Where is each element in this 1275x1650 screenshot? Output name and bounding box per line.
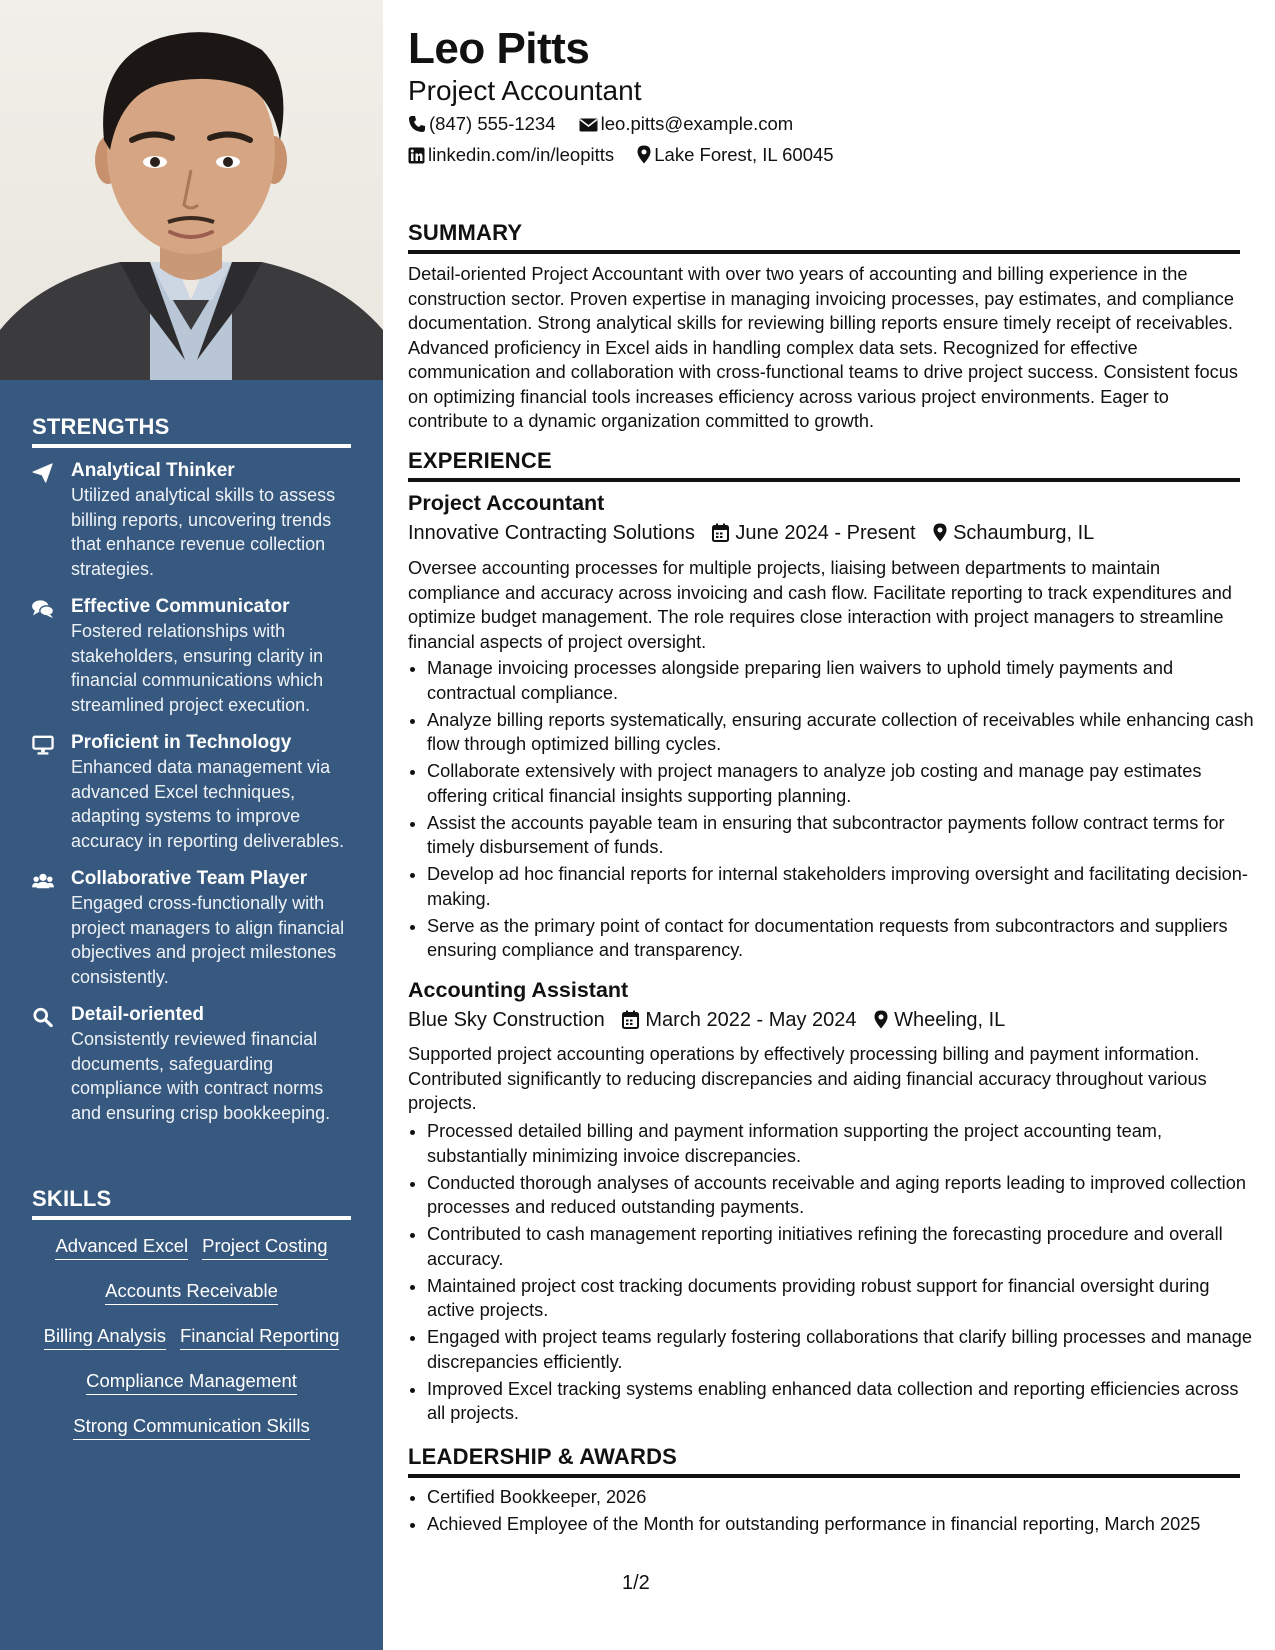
job-bullet: • Contributed to cash management reporting initiatives refining the forecasting procedure and overall accuracy. bbox=[427, 1222, 1259, 1271]
strength-item bbox=[32, 1003, 351, 1125]
linkedin-icon bbox=[408, 147, 425, 164]
email-text: leo.pitts@example.com bbox=[600, 113, 794, 134]
job-meta bbox=[408, 1006, 1005, 1034]
job-dates: March 2022 - May 2024 bbox=[645, 1009, 857, 1031]
strength-title: Detail-oriented bbox=[71, 1004, 205, 1025]
strength-description: Utilized analytical skills to assess billing reports, uncovering trends that enhance revenue collection strategies. bbox=[71, 485, 336, 579]
paper-plane-icon bbox=[32, 463, 54, 483]
job-bullets bbox=[408, 656, 1259, 965]
monitor-icon bbox=[32, 735, 54, 755]
map-pin-icon bbox=[637, 145, 651, 164]
summary-heading: SUMMARY bbox=[408, 220, 1240, 254]
job-dates: June 2024 - Present bbox=[735, 522, 916, 544]
job-location: Schaumburg, IL bbox=[953, 522, 1095, 544]
job-bullet: • Analyze billing reports systematically, ensuring accurate collection of receivables while enhancing cash flow through optimized billing cycles. bbox=[427, 708, 1259, 757]
skill-tag: Strong Communication Skills bbox=[73, 1414, 309, 1440]
job-bullet: • Engaged with project teams regularly fostering collaborations that clarify billing processes and manage discrepancies efficiently. bbox=[427, 1325, 1259, 1374]
award-item: • Certified Bookkeeper, 2026 bbox=[427, 1485, 1259, 1510]
summary-text: Detail-oriented Project Accountant with over two years of accounting and billing experience in the construction sector. Proven expertise in managing invoicing processes, pay estimates, and compliance documentation. Strong analytical skills for reviewing billing reports ensure timely receipt of receivables. Advanced proficiency in Excel aids in handling complex data sets. Recognized for effective communication and collaboration with cross-functional teams to drive project success. Consistent focus on optimizing financial tools increases efficiency across various project environments. Eager to contribute to a dynamic organization committed to growth. bbox=[408, 264, 1238, 431]
skill-tag: Project Costing bbox=[202, 1234, 327, 1260]
award-item: • Achieved Employee of the Month for outstanding performance in financial reporting, March 2025 bbox=[427, 1512, 1259, 1537]
candidate-name: Leo Pitts bbox=[408, 24, 590, 73]
skills-heading: SKILLS bbox=[32, 1186, 351, 1220]
job-meta bbox=[408, 519, 1094, 547]
job-bullet: • Maintained project cost tracking documents providing robust support for financial oversight during active projects. bbox=[427, 1274, 1259, 1323]
strengths-heading: STRENGTHS bbox=[32, 414, 351, 448]
job-bullet: • Manage invoicing processes alongside preparing lien waivers to uphold timely payments and contractual compliance. bbox=[427, 656, 1259, 705]
strengths-section bbox=[32, 414, 351, 1125]
strength-title: Analytical Thinker bbox=[71, 460, 235, 481]
job-bullets bbox=[408, 1119, 1259, 1428]
search-icon bbox=[32, 1007, 54, 1027]
job-description: Supported project accounting operations by effectively processing billing and payment information. Contributed significantly to reducing discrepancies and aiding financial accuracy throughout various projects. bbox=[408, 1044, 1207, 1113]
comments-icon bbox=[32, 599, 54, 619]
profile-photo bbox=[0, 0, 383, 380]
skill-tag: Billing Analysis bbox=[44, 1324, 166, 1350]
users-icon bbox=[32, 871, 54, 891]
job-bullet: • Develop ad hoc financial reports for internal stakeholders improving oversight and facilitating decision-making. bbox=[427, 862, 1259, 911]
linkedin-contact[interactable] bbox=[408, 144, 619, 165]
job-company: Blue Sky Construction bbox=[408, 1009, 605, 1031]
calendar-icon bbox=[712, 523, 729, 542]
sidebar bbox=[0, 0, 383, 1650]
strength-item bbox=[32, 459, 351, 581]
job-location: Wheeling, IL bbox=[894, 1009, 1006, 1031]
job-bullet: • Assist the accounts payable team in ensuring that subcontractor payments follow contract terms for timely disbursement of funds. bbox=[427, 811, 1259, 860]
email-contact[interactable] bbox=[579, 113, 794, 134]
contact-row bbox=[408, 143, 852, 167]
strength-title: Effective Communicator bbox=[71, 596, 290, 617]
job-bullet: • Collaborate extensively with project managers to analyze job costing and manage pay estimates offering critical financial insights supporting planning. bbox=[427, 759, 1259, 808]
job-bullet: • Serve as the primary point of contact for documentation requests from subcontractors and suppliers ensuring compliance and transparency. bbox=[427, 914, 1259, 963]
strength-title: Proficient in Technology bbox=[71, 732, 292, 753]
awards-list bbox=[408, 1485, 1259, 1539]
job-description: Oversee accounting processes for multiple projects, liaising between departments to maintain compliance and accuracy across invoicing and cash flow. Facilitate reporting to track expenditures and optimize budget management. The role requires close interaction with project managers to streamline financial aspects of project oversight. bbox=[408, 558, 1232, 652]
candidate-role: Project Accountant bbox=[408, 75, 642, 106]
location-text: Lake Forest, IL 60045 bbox=[654, 144, 834, 165]
job-company: Innovative Contracting Solutions bbox=[408, 522, 695, 544]
page-number: 1/2 bbox=[622, 1572, 650, 1594]
map-pin-icon bbox=[933, 523, 947, 542]
job-title: Project Accountant bbox=[408, 491, 605, 515]
strength-item bbox=[32, 731, 351, 853]
envelope-icon bbox=[579, 117, 598, 133]
job-title: Accounting Assistant bbox=[408, 978, 629, 1002]
phone-icon bbox=[408, 115, 426, 133]
experience-heading: EXPERIENCE bbox=[408, 448, 1240, 482]
job-bullet: • Improved Excel tracking systems enabling enhanced data collection and reporting efficiencies across all projects. bbox=[427, 1377, 1259, 1426]
skills-section bbox=[32, 1186, 351, 1459]
strength-description: Fostered relationships with stakeholders, ensuring clarity in financial communications which streamlined project execution. bbox=[71, 621, 324, 715]
location-contact bbox=[637, 144, 833, 165]
strength-item bbox=[32, 867, 351, 989]
skill-tag: Accounts Receivable bbox=[105, 1279, 278, 1305]
skill-tag: Advanced Excel bbox=[55, 1234, 188, 1260]
job-bullet: • Conducted thorough analyses of accounts receivable and aging reports leading to improved collection processes and reduced outstanding payments. bbox=[427, 1171, 1259, 1220]
skill-tag: Compliance Management bbox=[86, 1369, 297, 1395]
strength-item bbox=[32, 595, 351, 717]
strength-description: Engaged cross-functionally with project managers to align financial objectives and project milestones consistently. bbox=[71, 893, 345, 987]
map-pin-icon bbox=[874, 1010, 888, 1029]
phone-contact[interactable] bbox=[408, 113, 561, 134]
strength-description: Consistently reviewed financial documents, safeguarding compliance with contract norms and ensuring crisp bookkeeping. bbox=[71, 1029, 331, 1123]
skills-list bbox=[32, 1234, 351, 1459]
skill-tag: Financial Reporting bbox=[180, 1324, 339, 1350]
contact-row bbox=[408, 112, 811, 136]
linkedin-text: linkedin.com/in/leopitts bbox=[428, 144, 615, 165]
strength-title: Collaborative Team Player bbox=[71, 868, 308, 889]
calendar-icon bbox=[622, 1010, 639, 1029]
phone-text: (847) 555-1234 bbox=[429, 113, 556, 134]
job-bullet: • Processed detailed billing and payment information supporting the project accounting team, substantially minimizing invoice discrepancies. bbox=[427, 1119, 1259, 1168]
awards-heading: LEADERSHIP & AWARDS bbox=[408, 1444, 1240, 1478]
strength-description: Enhanced data management via advanced Excel techniques, adapting systems to improve accuracy in reporting deliverables. bbox=[71, 757, 345, 851]
